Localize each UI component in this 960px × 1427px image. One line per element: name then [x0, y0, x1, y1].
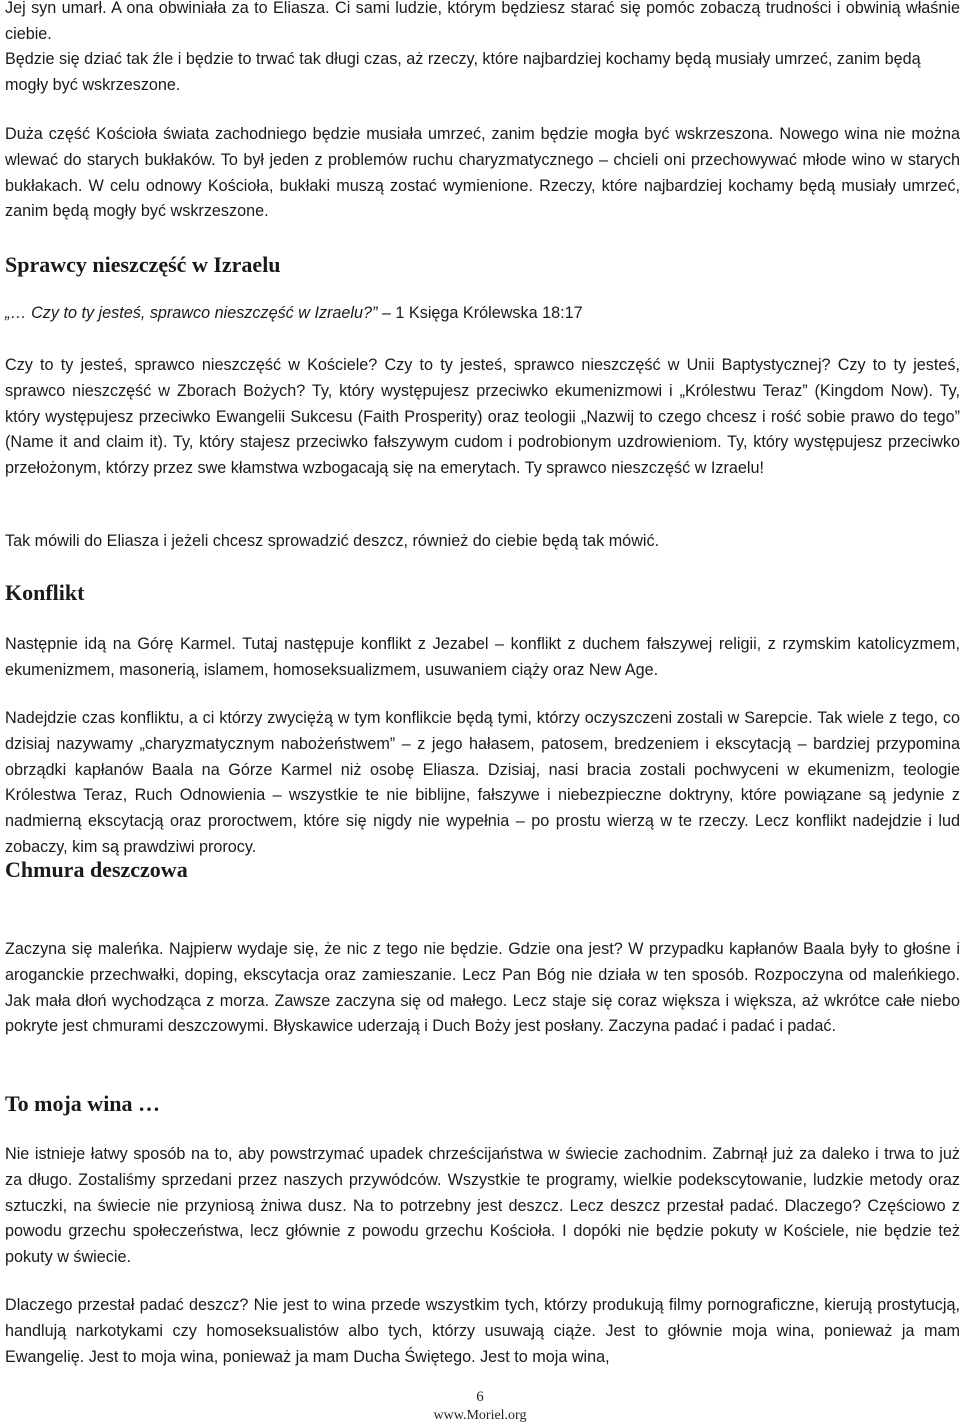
quote-reference: 1 Księga Królewska 18:17 [395, 304, 583, 322]
paragraph: Będzie się dziać tak źle i będzie to trwać tak długi czas, aż rzeczy, które najbardziej kochamy będą musiały umrzeć, zanim będą mogły być wskrzeszone. [5, 50, 921, 94]
scripture-quote [5, 304, 583, 323]
paragraph: Tak mówili do Eliasza i jeżeli chcesz sprowadzić deszcz, również do ciebie będą tak mówić. [5, 532, 660, 550]
quote-text: „… Czy to ty jesteś, sprawco nieszczęść w Izraelu?” – [5, 304, 396, 322]
paragraph: Duża część Kościoła świata zachodniego będzie musiała umrzeć, zanim będzie mogła być wskrzeszona. Nowego wina nie można wlewać do starych bukłaków. To był jeden z problemów ruchu charyzmatycznego – chcieli oni przechowywać młode wino w starych bukłakach. W celu odnowy Kościoła, bukłaki muszą zostać wymienione. Rzeczy, które najbardziej kochamy będą musiały umrzeć, zanim będą mogły być wskrzeszone. [5, 125, 960, 221]
paragraph: Nie istnieje łatwy sposób na to, aby powstrzymać upadek chrześcijaństwa w świecie zachodnim. Zabrnął już za daleko i trwa to już za długo. Zostaliśmy sprzedani przez naszych przywódców. Wszystkie te programy, wielkie podekscytowanie, ludzkie metody oraz sztuczki, na świecie nie przyniosą żniwa dusz. Na to potrzebny jest deszcz. Lecz deszcz przestał padać. Dlaczego? Częściowo z powodu grzechu społeczeństwa, lecz głównie z powodu grzechu Kościoła. I dopóki nie będzie pokuty w Kościele, nie będzie też pokuty w świecie. [5, 1145, 960, 1267]
paragraph: Zaczyna się maleńka. Najpierw wydaje się, że nic z tego nie będzie. Gdzie ona jest? W przypadku kapłanów Baala były to głośne i aroganckie przechwałki, doping, ekscytacja oraz zamieszanie. Lecz Pan Bóg nie działa w ten sposób. Rozpoczyna od maleńkiego. Jak mała dłoń wychodząca z morza. Zawsze zaczyna się od małego. Lecz staje się coraz większa i większa, aż wkrótce całe niebo pokryte jest chmurami deszczowymi. Błyskawice uderzają i Duch Boży jest posłany. Zaczyna padać i padać i padać. [5, 940, 960, 1036]
section-heading: Konflikt [5, 580, 85, 605]
page-number: 6 [476, 1389, 484, 1405]
footer-website: www.Moriel.org [433, 1408, 527, 1423]
paragraph: Czy to ty jesteś, sprawco nieszczęść w Kościele? Czy to ty jesteś, sprawco nieszczęść w Unii Baptystycznej? Czy to ty jesteś, sprawco nieszczęść w Zborach Bożych? Ty, który występujesz przeciwko ekumenizmowi i „Królestwu Teraz” (Kingdom Now). Ty, który występujesz przeciwko Ewangelii Sukcesu (Faith Prosperity) oraz teologii „Nazwij to czego chcesz i rość sobie prawo do tego” (Name it and claim it). Ty, który stajesz przeciwko fałszywym cudom i podrobionym uzdrowieniom. Ty, który występujesz przeciwko przełożonym, którzy przez swe kłamstwa wzbogacają się na emerytach. Ty sprawco nieszczęść w Izraelu! [5, 356, 960, 478]
paragraph: Następnie idą na Górę Karmel. Tutaj następuje konflikt z Jezabel – konflikt z duchem fałszywej religii, z rzymskim katolicyzmem, ekumenizmem, masonerią, islamem, homoseksualizmem, usuwaniem ciąży oraz New Age. [5, 635, 960, 679]
section-heading: Chmura deszczowa [5, 857, 188, 882]
paragraph: Jej syn umarł. A ona obwiniała za to Eliasza. Ci sami ludzie, którym będziesz starać się pomóc zobaczą trudności i obwinią właśnie ciebie. [5, 0, 960, 43]
section-heading: Sprawcy nieszczęść w Izraelu [5, 252, 281, 277]
paragraph: Nadejdzie czas konfliktu, a ci którzy zwyciężą w tym konflikcie będą tymi, którzy oczyszczeni zostali w Sarepcie. Tak wiele z tego, co dzisiaj nazywamy „charyzmatycznym nabożeństwem” – z jego hałasem, patosem, bredzeniem i ekscytacją – bardziej przypomina obrządki kapłanów Baala na Górze Karmel niż osobę Eliasza. Dzisiaj, nasi bracia zostali pochwyceni w ekumenizm, teologie Królestwa Teraz, Ruch Odnowienia – wszystkie te nie biblijne, fałszywe i niebezpieczne doktryny, które powiązane są jedynie z nadmierną ekscytacją oraz proroctwem, które się nigdy nie wypełnia – po prostu wierzą w te rzeczy. Lecz konflikt nadejdzie i lud zobaczy, kim są prawdziwi prorocy. [5, 709, 960, 856]
paragraph: Dlaczego przestał padać deszcz? Nie jest to wina przede wszystkim tych, którzy produkują filmy pornograficzne, kierują prostytucją, handlują narkotykami czy homoseksualistów albo tych, którzy usuwają ciąże. Jest to głównie moja wina, ponieważ ja mam Ewangelię. Jest to moja wina, ponieważ ja mam Ducha Świętego. Jest to moja wina, [5, 1296, 960, 1366]
section-heading: To moja wina … [5, 1091, 161, 1116]
